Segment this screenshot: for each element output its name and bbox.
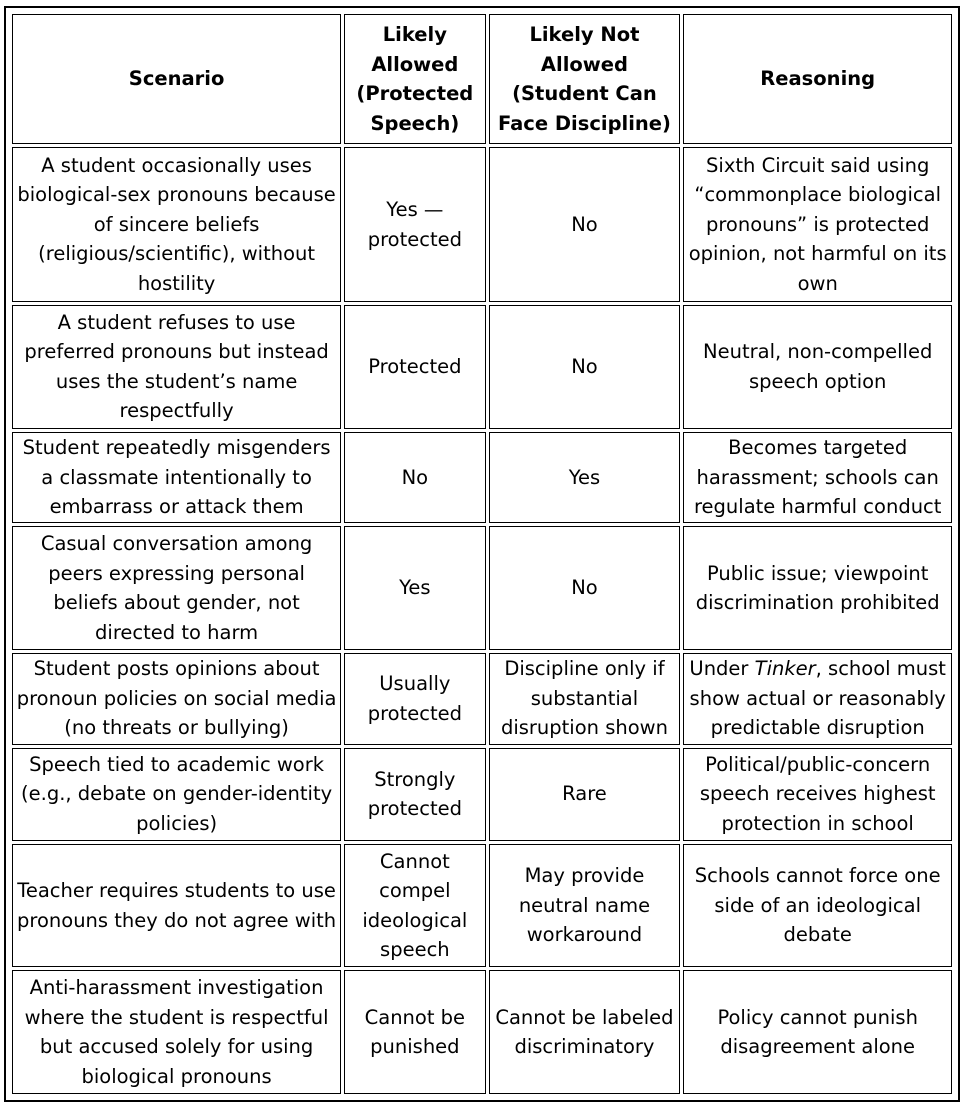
allowed-cell: Cannot be punished <box>344 970 485 1094</box>
scenario-cell: A student occasionally uses biological-sex pronouns because of sincere beliefs (religious/scientific), without hostility <box>12 147 341 302</box>
table-row <box>12 147 952 302</box>
header-scenario: Scenario <box>12 14 341 144</box>
scenario-cell: Casual conversation among peers expressing personal beliefs about gender, not directed to harm <box>12 526 341 650</box>
allowed-cell: No <box>344 432 485 524</box>
table-row <box>12 432 952 524</box>
allowed-cell: Yes — protected <box>344 147 485 302</box>
header-reasoning: Reasoning <box>683 14 952 144</box>
allowed-cell: Usually protected <box>344 653 485 745</box>
not-allowed-cell: Rare <box>489 748 681 841</box>
reasoning-cell: Public issue; viewpoint discrimination prohibited <box>683 526 952 650</box>
not-allowed-cell: Cannot be labeled discriminatory <box>489 970 681 1094</box>
reasoning-cell <box>683 653 952 745</box>
reasoning-cell: Becomes targeted harassment; schools can regulate harmful conduct <box>683 432 952 524</box>
table-row <box>12 748 952 841</box>
reasoning-cell: Schools cannot force one side of an ideological debate <box>683 844 952 968</box>
header-row <box>12 14 952 144</box>
allowed-cell: Strongly protected <box>344 748 485 841</box>
not-allowed-cell: Yes <box>489 432 681 524</box>
not-allowed-cell: No <box>489 526 681 650</box>
scenario-cell: Anti-harassment investigation where the student is respectful but accused solely for using biological pronouns <box>12 970 341 1094</box>
allowed-cell: Cannot compel ideological speech <box>344 844 485 968</box>
header-likely-not-allowed: Likely Not Allowed (Student Can Face Discipline) <box>489 14 681 144</box>
table-row <box>12 844 952 968</box>
not-allowed-cell: No <box>489 147 681 302</box>
reasoning-cell: Policy cannot punish disagreement alone <box>683 970 952 1094</box>
scenario-cell: A student refuses to use preferred pronouns but instead uses the student’s name respectfully <box>12 305 341 429</box>
scenario-cell: Student repeatedly misgenders a classmate intentionally to embarrass or attack them <box>12 432 341 524</box>
reasoning-suffix: , school must show actual or reasonably predictable disruption <box>689 657 946 740</box>
scenario-cell: Teacher requires students to use pronouns they do not agree with <box>12 844 341 968</box>
table-row <box>12 305 952 429</box>
table-row <box>12 526 952 650</box>
scenario-cell: Speech tied to academic work (e.g., debate on gender-identity policies) <box>12 748 341 841</box>
scenario-cell: Student posts opinions about pronoun policies on social media (no threats or bullying) <box>12 653 341 745</box>
table-frame <box>4 6 960 1102</box>
reasoning-cell: Political/public-concern speech receives highest protection in school <box>683 748 952 841</box>
allowed-cell: Protected <box>344 305 485 429</box>
speech-scenarios-table <box>9 11 955 1097</box>
not-allowed-cell: No <box>489 305 681 429</box>
not-allowed-cell: Discipline only if substantial disruption shown <box>489 653 681 745</box>
allowed-cell: Yes <box>344 526 485 650</box>
not-allowed-cell: May provide neutral name workaround <box>489 844 681 968</box>
case-name-tinker: Tinker <box>754 657 816 681</box>
table-row <box>12 653 952 745</box>
header-likely-allowed: Likely Allowed (Protected Speech) <box>344 14 485 144</box>
reasoning-cell: Sixth Circuit said using “commonplace biological pronouns” is protected opinion, not harmful on its own <box>683 147 952 302</box>
reasoning-cell: Neutral, non-compelled speech option <box>683 305 952 429</box>
reasoning-prefix: Under <box>689 657 755 681</box>
table-row <box>12 970 952 1094</box>
